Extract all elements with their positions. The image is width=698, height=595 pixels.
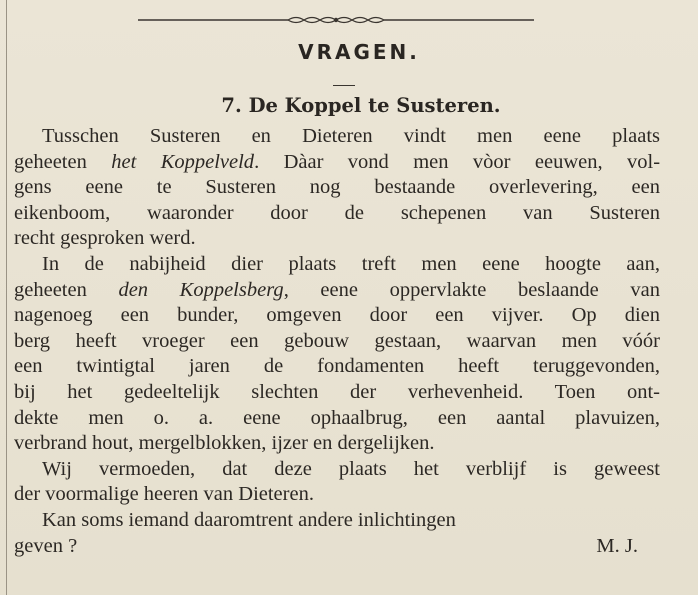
article-body bbox=[14, 124, 660, 559]
text-line: berg heeft vroeger een gebouw gestaan, waarvan men vóór bbox=[14, 329, 660, 352]
place-name: het Koppelveld bbox=[111, 150, 255, 173]
text-line: der voormalige heeren van Dieteren. bbox=[14, 483, 314, 506]
text-line: Tusschen Susteren en Dieteren vindt men eene plaats bbox=[42, 125, 660, 147]
text-line: een twintigtal jaren de fondamenten heeft teruggevonden, bbox=[14, 355, 660, 378]
text-line: Kan soms iemand daaromtrent andere inlichtingen bbox=[42, 508, 456, 531]
author-signature: M. J. bbox=[596, 534, 638, 557]
text-line: recht gesproken werd. bbox=[14, 227, 196, 250]
text-line: Wij vermoeden, dat deze plaats het verblijf is geweest bbox=[42, 457, 660, 480]
text-line: eikenboom, waaronder door de schepenen van Susteren bbox=[14, 201, 660, 224]
closing-text: geven ? bbox=[14, 534, 78, 557]
article-title: 7. De Koppel te Susteren. bbox=[221, 94, 501, 117]
place-name: den Koppelsberg bbox=[118, 278, 284, 301]
text-line: nagenoeg een bunder, omgeven door een vijver. Op dien bbox=[14, 304, 660, 327]
closing-line bbox=[14, 534, 660, 560]
section-heading: VRAGEN. bbox=[298, 40, 420, 64]
text-line: verbrand hout, mergelblokken, ijzer en dergelijken. bbox=[14, 432, 435, 455]
ornamental-divider bbox=[138, 14, 534, 26]
text-line: In de nabijheid dier plaats treft men eene hoogte aan, bbox=[42, 252, 660, 275]
text-line: geheeten het Koppelveld. Dàar vond men vòor eeuwen, vol- bbox=[14, 150, 660, 173]
column-rule bbox=[6, 0, 7, 595]
text-line: dekte men o. a. eene ophaalbrug, een aantal plavuizen, bbox=[14, 406, 660, 429]
heading-dash bbox=[333, 85, 355, 86]
text-line: gens eene te Susteren nog bestaande overlevering, een bbox=[14, 176, 660, 199]
text-line: bij het gedeeltelijk slechten der verhevenheid. Toen ont- bbox=[14, 380, 660, 403]
text-line: geheeten den Koppelsberg, eene oppervlakte beslaande van bbox=[14, 278, 660, 301]
